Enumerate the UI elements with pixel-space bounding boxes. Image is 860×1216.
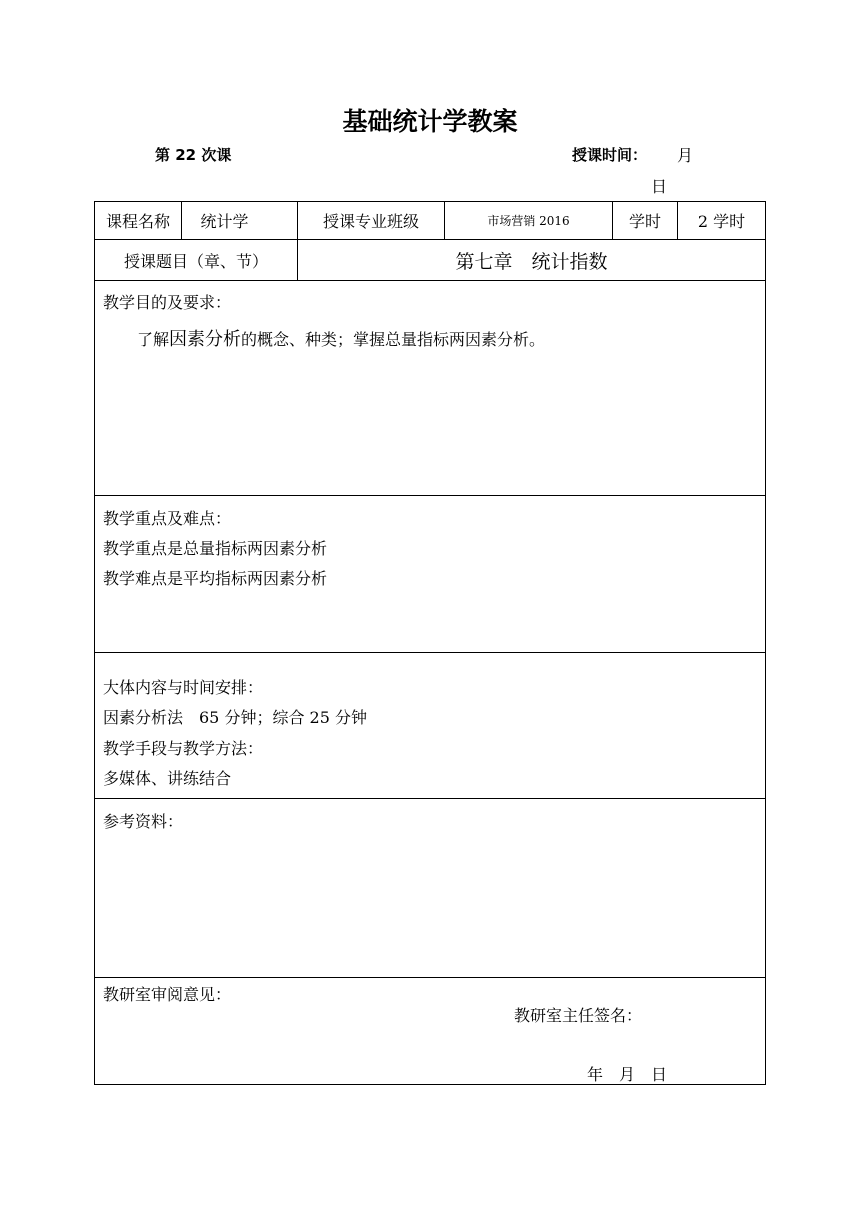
objectives-text-emphasis: 因素分析 <box>169 329 242 350</box>
row-divider <box>94 280 766 281</box>
row-divider <box>94 798 766 799</box>
review-date: 年 月 日 <box>587 1065 668 1084</box>
row-divider <box>94 652 766 653</box>
course-name-label: 课程名称 <box>105 212 170 231</box>
objectives-text <box>137 325 545 351</box>
class-label: 授课专业班级 <box>322 212 419 231</box>
references-label: 参考资料： <box>103 812 184 831</box>
key-point-text: 教学重点是总量指标两因素分析 <box>103 539 328 558</box>
topic-value: 第七章 统计指数 <box>455 250 608 273</box>
signature-label: 教研室主任签名： <box>514 1006 643 1025</box>
keypoints-label: 教学重点及难点： <box>103 509 232 528</box>
month-label: 月 <box>677 146 694 165</box>
teaching-time-label: 授课时间： <box>572 146 648 164</box>
schedule-text: 因素分析法 65 分钟；综合 25 分钟 <box>103 708 367 727</box>
objectives-text-part: 了解 <box>137 330 170 349</box>
difficult-point-text: 教学难点是平均指标两因素分析 <box>103 569 328 588</box>
row-divider <box>94 977 766 978</box>
hours-value: 2 学时 <box>697 212 746 231</box>
class-value: 市场营销 2016 <box>487 214 570 228</box>
content-label: 大体内容与时间安排： <box>103 678 264 697</box>
course-name-value: 统计学 <box>200 212 249 231</box>
objectives-label: 教学目的及要求： <box>103 293 232 312</box>
day-label: 日 <box>651 177 668 196</box>
method-label: 教学手段与教学方法： <box>103 739 264 758</box>
review-label: 教研室审阅意见： <box>103 985 232 1004</box>
method-text: 多媒体、讲练结合 <box>103 769 232 788</box>
lesson-number: 第 22 次课 <box>155 146 232 164</box>
hours-label: 学时 <box>628 212 661 231</box>
document-title: 基础统计学教案 <box>342 107 518 136</box>
objectives-text-part: 的概念、种类；掌握总量指标两因素分析。 <box>241 330 546 349</box>
row-divider <box>94 495 766 496</box>
topic-label: 授课题目（章、节） <box>123 251 268 271</box>
